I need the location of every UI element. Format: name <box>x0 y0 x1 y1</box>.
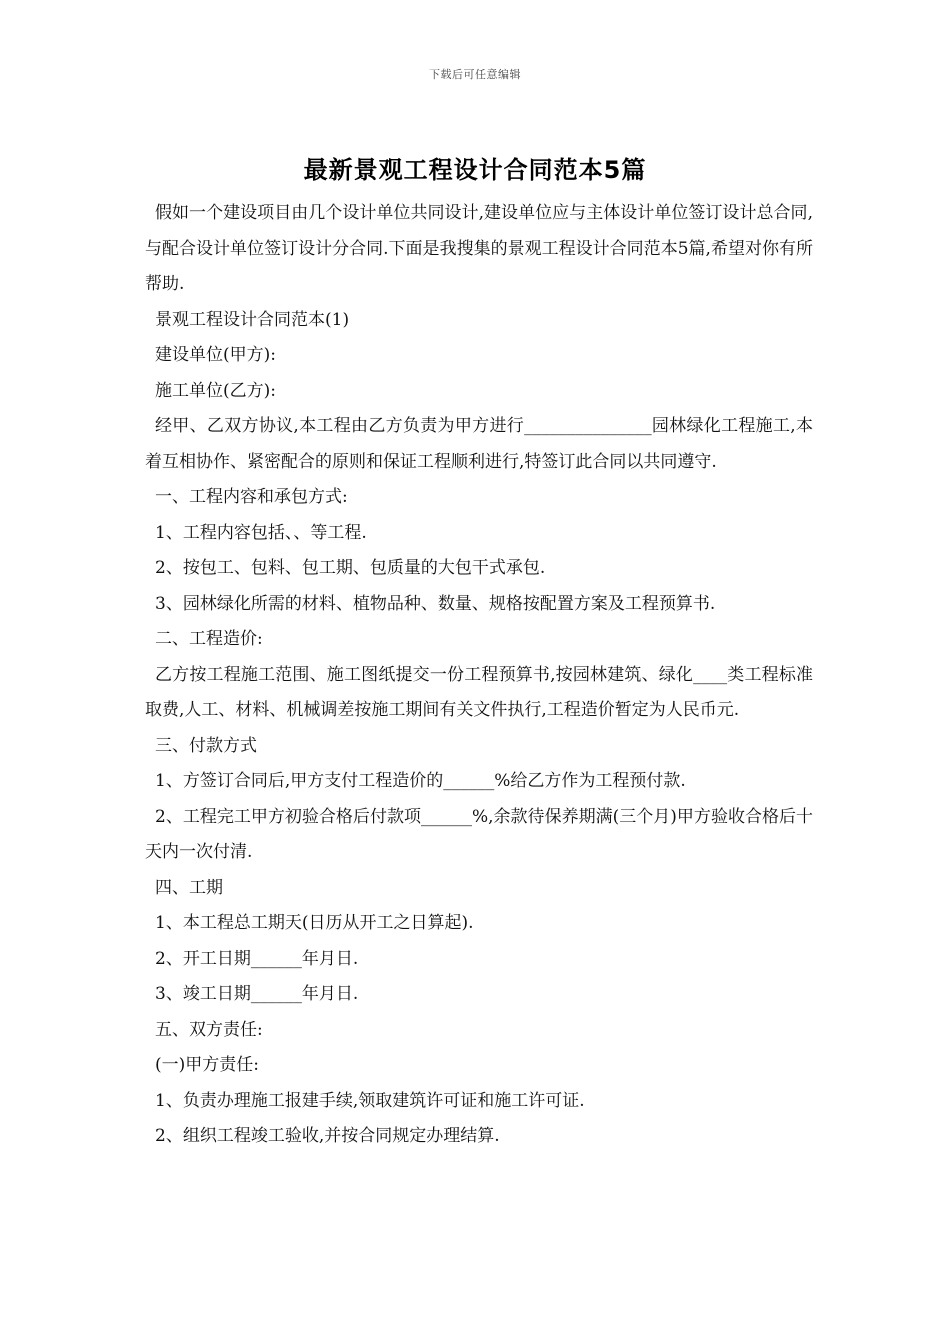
list-item: 2、按包工、包料、包工期、包质量的大包干式承包. <box>155 558 546 578</box>
paragraph-party-b: 施工单位(乙方): <box>155 380 276 401</box>
section-heading-1: 一、工程内容和承包方式: <box>155 487 348 507</box>
list-item: 1、方签订合同后,甲方支付工程造价的______%给乙方作为工程预付款. <box>155 771 686 791</box>
list-item: 3、竣工日期______年月日. <box>155 984 359 1004</box>
paragraph-agreement: 经甲、乙双方协议,本工程由乙方负责为甲方进行_______________园林绿化工程施工,本着互相协作、紧密配合的原则和保证工程顺利进行,特签订此合同以共同遵守. <box>145 416 813 472</box>
list-item: 1、工程内容包括、、等工程. <box>155 522 367 543</box>
list-item: 2、组织工程竣工验收,并按合同规定办理结算. <box>155 1126 500 1146</box>
document-title: 最新景观工程设计合同范本5篇 <box>303 156 647 184</box>
section-heading-3: 三、付款方式 <box>155 735 257 756</box>
paragraph-cost: 乙方按工程施工范围、施工图纸提交一份工程预算书,按园林建筑、绿化____类工程标准取费,人工、材料、机械调差按施工期间有关文件执行,工程造价暂定为人民币元. <box>145 664 813 720</box>
list-item: 1、本工程总工期天(日历从开工之日算起). <box>155 913 474 933</box>
list-item: 3、园林绿化所需的材料、植物品种、数量、规格按配置方案及工程预算书. <box>155 593 716 614</box>
document-body <box>145 196 813 1155</box>
header-note: 下载后可任意编辑 <box>429 68 521 81</box>
list-item: 1、负责办理施工报建手续,领取建筑许可证和施工许可证. <box>155 1090 585 1111</box>
paragraph-intro: 假如一个建设项目由几个设计单位共同设计,建设单位应与主体设计单位签订设计总合同,与配合设计单位签订设计分合同.下面是我搜集的景观工程设计合同范本5篇,希望对你有所帮助. <box>145 203 813 294</box>
list-item: 2、工程完工甲方初验合格后付款项______%,余款待保养期满(三个月)甲方验收合格后十天内一次付清. <box>145 806 813 862</box>
section-heading-4: 四、工期 <box>155 877 223 898</box>
paragraph-contract-heading: 景观工程设计合同范本(1) <box>155 309 350 330</box>
section-heading-2: 二、工程造价: <box>155 629 263 649</box>
section-heading-5: 五、双方责任: <box>155 1019 263 1040</box>
list-item: 2、开工日期______年月日. <box>155 948 359 969</box>
subsection-heading: (一)甲方责任: <box>155 1055 259 1075</box>
paragraph-party-a: 建设单位(甲方): <box>155 345 276 365</box>
